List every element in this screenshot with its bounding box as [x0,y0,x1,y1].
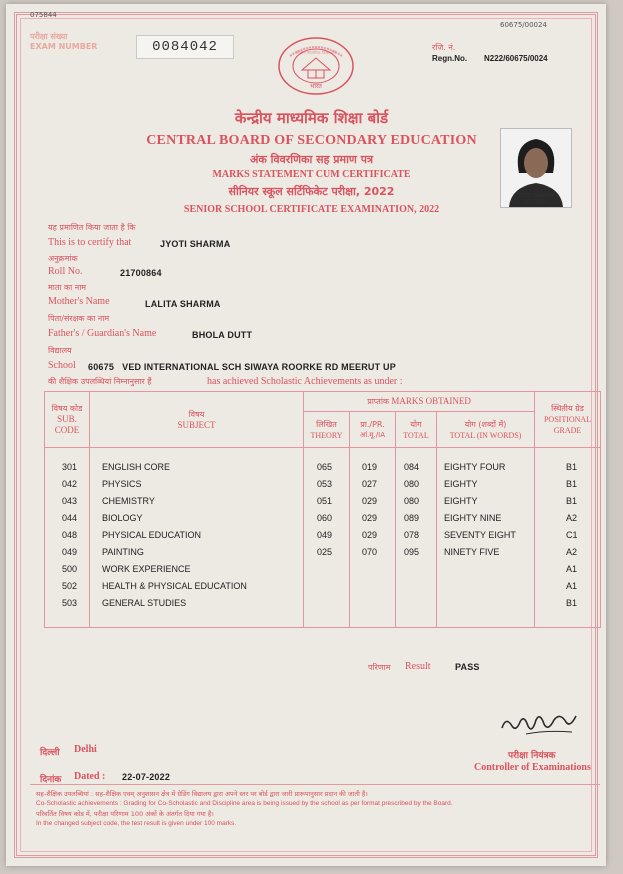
theory-marks: 051 [317,496,333,506]
sub-code: 500 [62,564,78,574]
total-in-words: EIGHTY [444,479,478,489]
sub-code-header: विषय कोड SUB. CODE [45,392,90,448]
positional-grade: A2 [566,513,578,523]
photo-caption: JYOTI SHARMA 21700864 [517,193,555,205]
certificate-title: MARKS STATEMENT CUM CERTIFICATE [212,169,411,180]
practical-marks: 027 [362,479,378,489]
total-in-words: EIGHTY FOUR [444,462,506,472]
total-marks: 080 [404,479,420,489]
total-marks: 080 [404,496,420,506]
certificate-title-hindi: अंक विवरणिका सह प्रमाण पत्र [249,153,374,166]
controller-label: Controller of Examinations [474,762,591,773]
achievement-label-hi: की शैक्षिक उपलब्धियां निम्नानुसार हैं [48,377,152,386]
top-right-number: 60675/00024 [500,21,547,29]
total-marks: 084 [404,462,420,472]
dated-label-hi: दिनांक [40,775,62,785]
regn-number: N222/60675/0024 [484,54,548,63]
marks-table-row [44,479,600,495]
theory-header: लिखित THEORY [304,412,350,448]
positional-grade: A2 [566,547,578,557]
place-hi: दिल्ली [40,748,60,758]
result-value: PASS [455,662,480,672]
marks-table-row [44,530,600,546]
sub-code: 042 [62,479,78,489]
school-name: 60675 VED INTERNATIONAL SCH SIWAYA ROORKE RD MEERUT UP [88,362,396,372]
sub-code: 502 [62,581,78,591]
school-label: School [48,360,76,371]
marks-table-row [44,462,600,478]
exam-title: SENIOR SCHOOL CERTIFICATE EXAMINATION, 2022 [183,204,440,215]
regn-label-hi: रजि. नं. [432,43,456,52]
top-left-number: 075844 [30,11,57,19]
student-photo [500,128,572,208]
board-name: CENTRAL BOARD OF SECONDARY EDUCATION [146,133,477,148]
dated-label: Dated : [74,771,106,782]
positional-grade: A1 [566,581,578,591]
marks-table-row [44,598,600,614]
subject-header: विषय SUBJECT [90,392,304,448]
subject-name: HEALTH & PHYSICAL EDUCATION [102,581,247,591]
controller-signature-icon [496,706,586,742]
footnote-1: सह-शैक्षिक उपलब्धियां : सह-शैक्षिक एवम् अनुशासन क्षेत्र में ग्रेडिंग विद्यालय द्वारा अपने स्तर पर बोर्ड द्वारा जारी प्रारूपानुसार प्रदान की जाती है। [36,790,368,798]
subject-name: PHYSICS [102,479,142,489]
exam-title-hindi: सीनियर स्कूल सर्टिफिकेट परीक्षा, 2022 [228,185,395,198]
sub-code: 503 [62,598,78,608]
footer-divider [30,784,600,785]
practical-marks: 029 [362,530,378,540]
seal-text: केन्द्रीय माध्यमिक शिक्षा बोर्ड [295,50,337,55]
positional-grade-header: स्थितीय ग्रेड POSITIONAL GRADE [535,392,601,448]
practical-marks: 029 [362,496,378,506]
faded-exam-number-header: परीक्षा संख्या EXAM NUMBER [30,32,98,51]
subject-name: PHYSICAL EDUCATION [102,530,202,540]
practical-marks: 070 [362,547,378,557]
practical-marks: 029 [362,513,378,523]
total-words-header: योग (शब्दों में) TOTAL (IN WORDS) [437,412,535,448]
regn-label: Regn.No. [432,54,468,63]
subject-name: WORK EXPERIENCE [102,564,191,574]
roll-number: 21700864 [120,268,162,278]
total-marks: 078 [404,530,420,540]
mother-label-hi: माता का नाम [48,283,87,292]
total-in-words: NINETY FIVE [444,547,500,557]
certify-label-hi: यह प्रमाणित किया जाता है कि [48,223,136,232]
theory-marks: 060 [317,513,333,523]
positional-grade: A1 [566,564,578,574]
footnote-4: In the changed subject code, the test result is given under 100 marks. [36,820,237,827]
total-in-words: EIGHTY NINE [444,513,502,523]
footnote-3: परिवर्तित विषय कोड में, परीक्षा परिणाम 100 अंकों के अंतर्गत दिया गया है। [36,810,214,818]
practical-marks: 019 [362,462,378,472]
practical-header: प्रा./PR. आं.मू./IA [350,412,396,448]
total-in-words: EIGHTY [444,496,478,506]
sub-code: 043 [62,496,78,506]
sub-code: 049 [62,547,78,557]
subject-name: BIOLOGY [102,513,143,523]
theory-marks: 049 [317,530,333,540]
positional-grade: B1 [566,462,578,472]
marks-table-row [44,496,600,512]
sub-code: 044 [62,513,78,523]
serial-number: 0084042 [136,35,234,59]
father-name: BHOLA DUTT [192,330,253,340]
marks-table-row [44,581,600,597]
seal-bottom-text: भारत [310,83,322,90]
theory-marks: 065 [317,462,333,472]
marks-obtained-header: प्राप्तांक MARKS OBTAINED [304,392,535,412]
controller-label-hi: परीक्षा नियंत्रक [508,751,556,761]
father-label-hi: पिता/संरक्षक का नाम [48,314,110,323]
place: Delhi [74,744,97,755]
positional-grade: B1 [566,598,578,608]
mother-name: LALITA SHARMA [145,299,221,309]
roll-label: Roll No. [48,266,83,277]
total-in-words: SEVENTY EIGHT [444,530,516,540]
mother-label: Mother's Name [48,296,110,307]
positional-grade: B1 [566,479,578,489]
result-label: Result [405,661,431,672]
student-name: JYOTI SHARMA [160,239,231,249]
achievement-label: has achieved Scholastic Achievements as under : [207,376,403,387]
footnote-2: Co-Scholastic achievements : Grading for Co-Scholastic and Discipline area is being issued by the school as per format prescribed by the Board. [36,800,453,807]
marks-table-row [44,564,600,580]
marks-table-row [44,513,600,529]
subject-name: PAINTING [102,547,144,557]
positional-grade: B1 [566,496,578,506]
sub-code: 301 [62,462,78,472]
sub-code: 048 [62,530,78,540]
total-header: योग TOTAL [396,412,437,448]
theory-marks: 053 [317,479,333,489]
subject-name: CHEMISTRY [102,496,155,506]
theory-marks: 025 [317,547,333,557]
father-label: Father's / Guardian's Name [48,328,157,339]
result-label-hi: परिणाम [368,663,391,672]
roll-label-hi: अनुक्रमांक [48,254,78,263]
total-marks: 095 [404,547,420,557]
certify-label: This is to certify that [48,237,132,248]
total-marks: 089 [404,513,420,523]
school-label-hi: विद्यालय [48,346,72,355]
marks-table-row [44,547,600,563]
date-value: 22-07-2022 [122,772,171,782]
subject-name: ENGLISH CORE [102,462,171,472]
board-name-hindi: केन्द्रीय माध्यमिक शिक्षा बोर्ड [234,109,389,127]
subject-name: GENERAL STUDIES [102,598,187,608]
positional-grade: C1 [566,530,578,540]
